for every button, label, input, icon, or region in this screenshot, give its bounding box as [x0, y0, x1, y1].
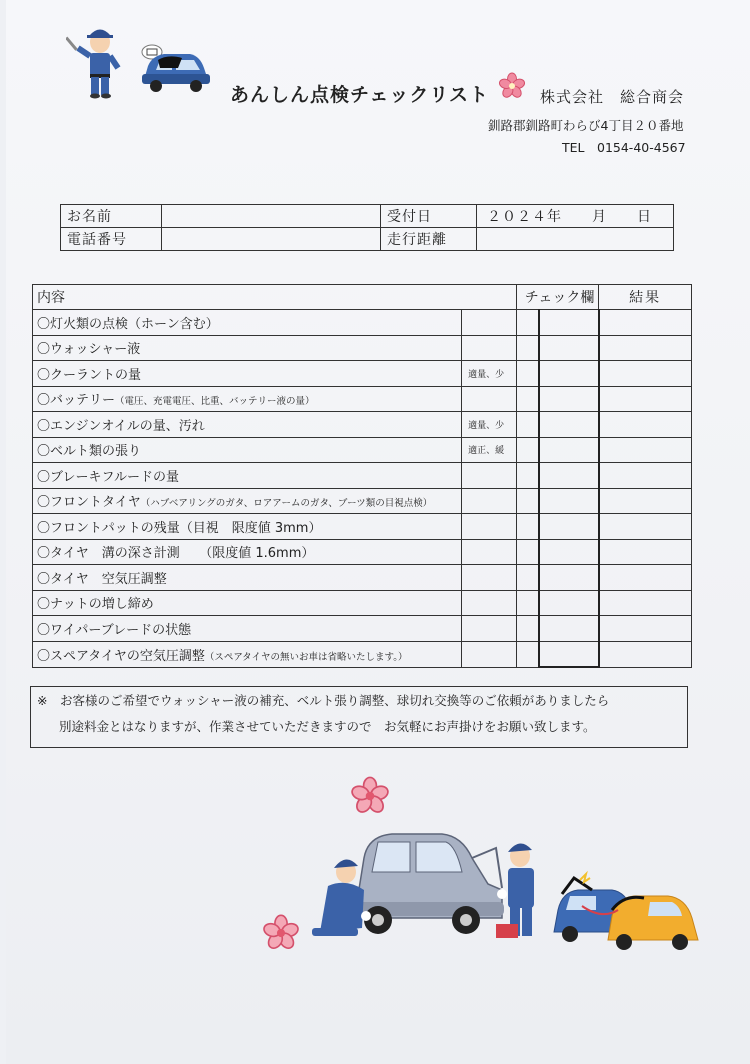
- row-note: [462, 488, 517, 514]
- row-label: 〇タイヤ 空気圧調整: [33, 565, 462, 591]
- checklist-row: [33, 539, 692, 565]
- row-note: [462, 514, 517, 540]
- row-note: 適正、緩: [462, 437, 517, 463]
- mechanic-with-wrench-icon: [66, 20, 130, 100]
- check-box[interactable]: [539, 386, 599, 412]
- row-note: [462, 565, 517, 591]
- received-date-field[interactable]: ２０２４年 月 日: [477, 205, 674, 228]
- name-label: お名前: [61, 205, 162, 228]
- mechanics-repairing-car-icon: [306, 828, 556, 944]
- checklist-row: [33, 386, 692, 412]
- sakura-flower-icon: [498, 72, 526, 100]
- check-box[interactable]: [539, 361, 599, 387]
- phone-field[interactable]: [162, 228, 381, 251]
- row-note: [462, 310, 517, 336]
- row-note: [462, 463, 517, 489]
- checklist-row: [33, 590, 692, 616]
- check-box[interactable]: [539, 539, 599, 565]
- row-label: 〇灯火類の点検（ホーン含む）: [33, 310, 462, 336]
- result-cell[interactable]: [599, 310, 692, 336]
- notes-box: [30, 686, 688, 748]
- customer-info-table: [60, 204, 674, 251]
- page-title: あんしん点検チェックリスト: [230, 84, 490, 106]
- checklist-row: [33, 463, 692, 489]
- row-label: 〇エンジンオイルの量、汚れ: [33, 412, 462, 438]
- row-note: [462, 616, 517, 642]
- row-note: [462, 590, 517, 616]
- checklist-row: [33, 565, 692, 591]
- row-label: 〇フロントパットの残量（目視 限度値 3mm）: [33, 514, 462, 540]
- checklist-row: [33, 616, 692, 642]
- checklist-row: [33, 514, 692, 540]
- result-cell[interactable]: [599, 590, 692, 616]
- result-cell[interactable]: [599, 412, 692, 438]
- cars-with-jumper-cables-icon: [552, 870, 702, 950]
- company-address: 釧路郡釧路町わらび4丁目２０番地: [488, 118, 684, 133]
- phone-label: 電話番号: [61, 228, 162, 251]
- notes-line-2: 別途料金とはなりますが、作業させていただきますので お気軽にお声掛けをお願い致します。: [59, 719, 596, 734]
- check-box[interactable]: [539, 488, 599, 514]
- result-cell[interactable]: [599, 437, 692, 463]
- result-cell[interactable]: [599, 514, 692, 540]
- header-item: 内容: [33, 285, 517, 310]
- checklist-row: [33, 412, 692, 438]
- row-label: 〇ワイパーブレードの状態: [33, 616, 462, 642]
- check-box[interactable]: [539, 590, 599, 616]
- check-box[interactable]: [539, 310, 599, 336]
- row-label: 〇ベルト類の張り: [33, 437, 462, 463]
- header-check: チェック欄: [516, 285, 599, 310]
- result-cell[interactable]: [599, 386, 692, 412]
- checklist-row: [33, 335, 692, 361]
- received-date-label: 受付日: [381, 205, 477, 228]
- row-note: [462, 335, 517, 361]
- row-label: 〇フロントタイヤ（ハブベアリングのガタ、ロアアームのガタ、ブーツ類の目視点検）: [33, 488, 462, 514]
- check-box[interactable]: [539, 641, 599, 667]
- check-box[interactable]: [539, 412, 599, 438]
- check-box[interactable]: [539, 437, 599, 463]
- result-cell[interactable]: [599, 539, 692, 565]
- result-cell[interactable]: [599, 488, 692, 514]
- row-label: 〇ナットの増し締め: [33, 590, 462, 616]
- notes-line-1: ※ お客様のご希望でウォッシャー液の補充、ベルト張り調整、球切れ交換等のご依頼がありましたら: [37, 693, 610, 708]
- company-phone: TEL 0154-40-4567: [562, 140, 686, 155]
- header-result: 結果: [599, 285, 692, 310]
- check-box[interactable]: [539, 514, 599, 540]
- company-name: 株式会社 総合商会: [540, 88, 685, 106]
- checklist-row: [33, 641, 692, 667]
- result-cell[interactable]: [599, 361, 692, 387]
- row-label: 〇ブレーキフルードの量: [33, 463, 462, 489]
- row-label: 〇クーラントの量: [33, 361, 462, 387]
- mileage-field[interactable]: [477, 228, 674, 251]
- inspection-checklist-table: [32, 284, 692, 668]
- check-box[interactable]: [539, 463, 599, 489]
- mileage-label: 走行距離: [381, 228, 477, 251]
- row-note: 適量、少: [462, 412, 517, 438]
- check-box[interactable]: [539, 565, 599, 591]
- result-cell[interactable]: [599, 565, 692, 591]
- check-box[interactable]: [539, 616, 599, 642]
- row-label: 〇バッテリー（電圧、充電電圧、比重、バッテリー液の量）: [33, 386, 462, 412]
- name-field[interactable]: [162, 205, 381, 228]
- row-label: 〇ウォッシャー液: [33, 335, 462, 361]
- row-note: [462, 386, 517, 412]
- result-cell[interactable]: [599, 463, 692, 489]
- row-note: [462, 641, 517, 667]
- result-cell[interactable]: [599, 641, 692, 667]
- row-note: [462, 539, 517, 565]
- row-note: 適量、少: [462, 361, 517, 387]
- sakura-flower-icon: [262, 914, 300, 952]
- checklist-row: [33, 488, 692, 514]
- sakura-flower-icon: [350, 776, 390, 816]
- row-label: 〇スペアタイヤの空気圧調整（スペアタイヤの無いお車は省略いたします。）: [33, 641, 462, 667]
- checklist-row: [33, 437, 692, 463]
- result-cell[interactable]: [599, 335, 692, 361]
- checklist-row: [33, 310, 692, 336]
- check-box[interactable]: [539, 335, 599, 361]
- result-cell[interactable]: [599, 616, 692, 642]
- blue-car-icon: [138, 40, 212, 94]
- row-label: 〇タイヤ 溝の深さ計測 （限度値 1.6mm）: [33, 539, 462, 565]
- checklist-row: [33, 361, 692, 387]
- checklist-header-row: [33, 285, 692, 310]
